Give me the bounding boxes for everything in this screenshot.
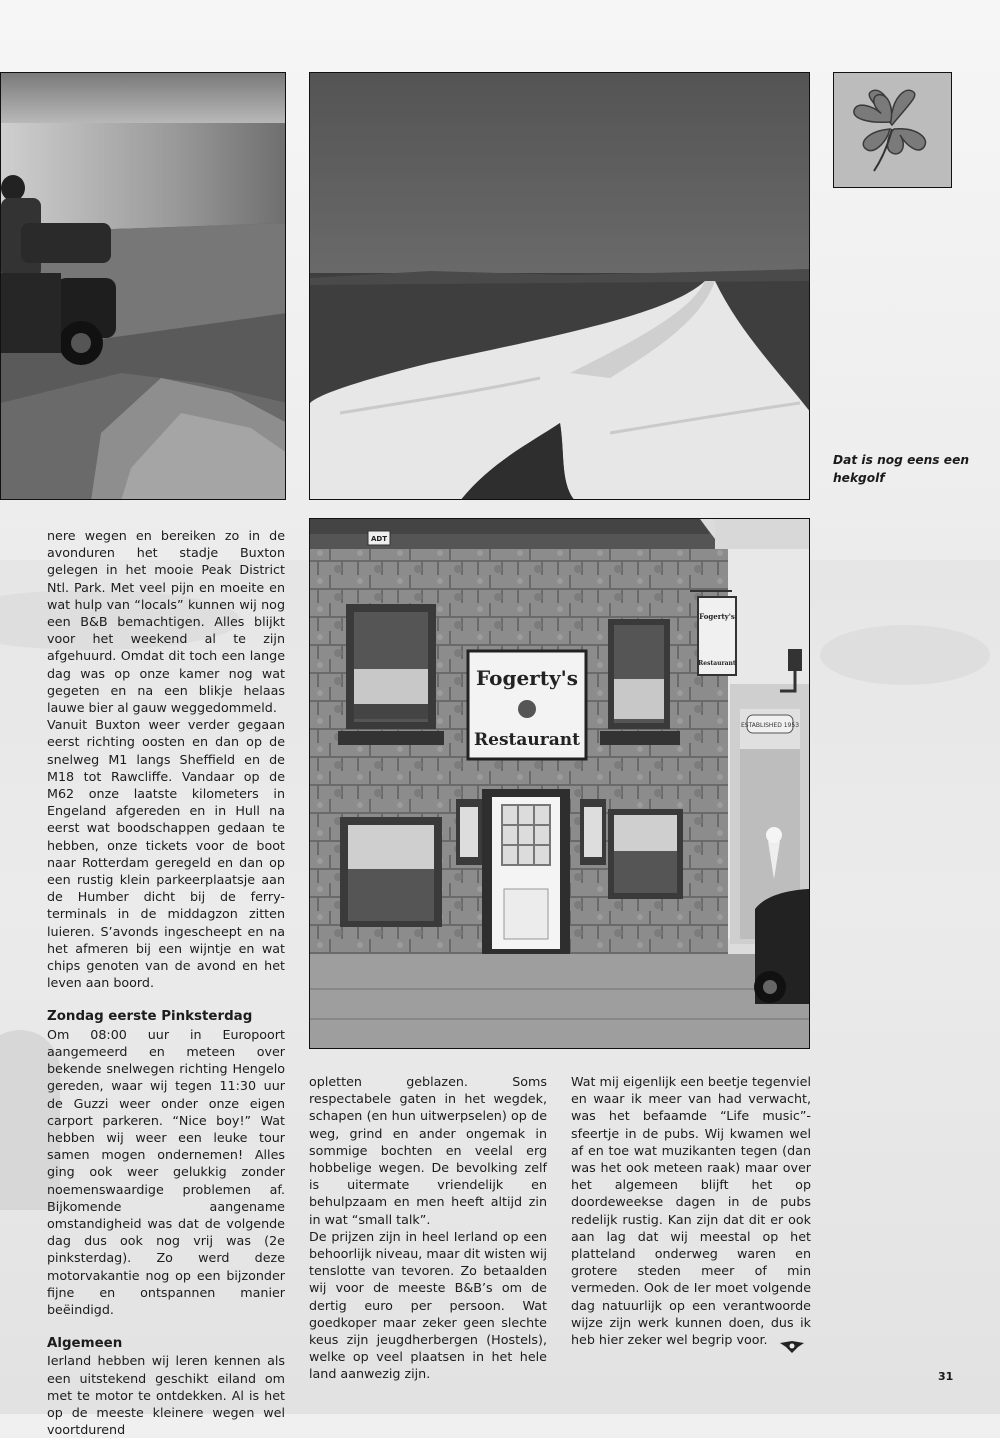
hanging-sign-name: Fogerty's xyxy=(699,612,735,621)
page-number: 31 xyxy=(938,1370,954,1383)
section-heading: Zondag eerste Pinksterdag xyxy=(47,1009,253,1025)
photo-caption: Dat is nog eens een hekgolf xyxy=(833,453,970,485)
article-end-icon xyxy=(778,1339,806,1355)
paragraph: De prijzen zijn in heel Ierland op een behoorlijk niveau, maar dit wisten wij tenslotte van tevoren. Zo betaalden wij voor de meeste B&B’s om de dertig euro per persoon. Wat goedkoper maar zeker geen slechte keus zijn jeugdherbergen (Hostels), welke op veel plaatsen in het hele land aanwezig zijn. xyxy=(309,1228,547,1382)
article-column-3 xyxy=(571,1073,811,1348)
section-heading: Algemeen xyxy=(47,1336,123,1352)
paragraph: nere wegen en bereiken zo in de avonduren het stadje Buxton gelegen in het mooie Peak District Ntl. Park. Met veel pijn en moeite en wat hulp van “locals” kunnen wij nog een B&B bemachtigen. Alles blijkt voor het weekend al te zijn afgehuurd. Omdat dit toch een lange dag was op onze kamer nog wat gegeten en na een blikje helaas lauwe bier al gauw weggedommeld. xyxy=(47,528,285,716)
hanging-sign-restaurant: Restaurant xyxy=(698,660,736,667)
photo-ferry-wake xyxy=(309,72,810,500)
paragraph: opletten geblazen. Soms respectabele gaten in het wegdek, schapen (en hun uitwerpselen) op de weg, grind en ander ongemak in sommige bochten en veelal erg hobbelige wegen. De bevolking zelf is uitermate vriendelijk en behulpzaam en men heeft altijd zin in wat “small talk”. xyxy=(309,1074,547,1227)
paragraph: Ierland hebben wij leren kennen als een uitstekend geschikt eiland om met te motor te ontdekken. Al is het op de meeste kleinere wegen wel voortdurend xyxy=(47,1353,285,1438)
article-column-1 xyxy=(47,527,285,1438)
shamrock-logo xyxy=(833,72,952,188)
photo-motorcycle-cliff xyxy=(0,72,286,500)
photo-fogertys-restaurant xyxy=(309,518,810,1049)
paragraph: Wat mij eigenlijk een beetje tegenviel en waar ik meer van had verwacht, was het befaamde “Life music”- sfeertje in de pubs. Wij kwamen wel af en toe wat muzikanten tegen (dan was het ook meteen raak) maar over het algemeen blijft het op doordeweekse dagen in de pubs redelijk rustig. Kan zijn dat dit er ook aan lag dat wij meestal op het platteland onderweg waren en grotere steden meer of min vermeden. Ook de Ier moet volgende dag natuurlijk op een verantwoorde wijze zijn werk kunnen doen, dus ik heb hier zeker wel begrip voor. xyxy=(571,1074,811,1348)
article-column-2 xyxy=(309,1073,547,1383)
sign-name: Fogerty's xyxy=(476,666,578,690)
alarm-box: ADT xyxy=(370,535,388,543)
paragraph: Vanuit Buxton weer verder gegaan eerst richting oosten en dan op de snelweg M1 langs Sheffield en de M18 tot Rawcliffe. Vandaar op de M62 onze laatste kilometers in Engeland afgereden en in Hull na eerst wat boodschappen gedaan te hebben, onze tickets voor de boot naar Rotterdam geregeld en dan op een rustig klein parkeerplaatsje aan de Humber dicht bij de ferry-terminals in de middagzon zitten luieren. S’avonds ingescheept en na het afmeren bij een wijntje en wat chips genoten van de avond en het leven aan boord. xyxy=(47,717,285,991)
established-plaque: ESTABLISHED 1953 xyxy=(740,722,800,729)
background-tree xyxy=(820,625,990,685)
sign-restaurant: Restaurant xyxy=(474,730,580,750)
paragraph: Om 08:00 uur in Europoort aangemeerd en meteen over bekende snelwegen richting Hengelo gereden, waar wij tegen 11:30 uur de Guzzi weer onder onze eigen carport parkeren. “Nice boy!” Wat hebben wij weer een leuke tour samen mogen ondernemen! Alles ging ook weer gelukkig zonder noemenswaardige problemen af. Bijkomende aangename omstandigheid was dat de volgende dag dus ook nog vrij was (2e pinksterdag). Zo werd deze motorvakantie nog op een bijzonder fijne en ontspannen manier beëindigd. xyxy=(47,1026,285,1317)
